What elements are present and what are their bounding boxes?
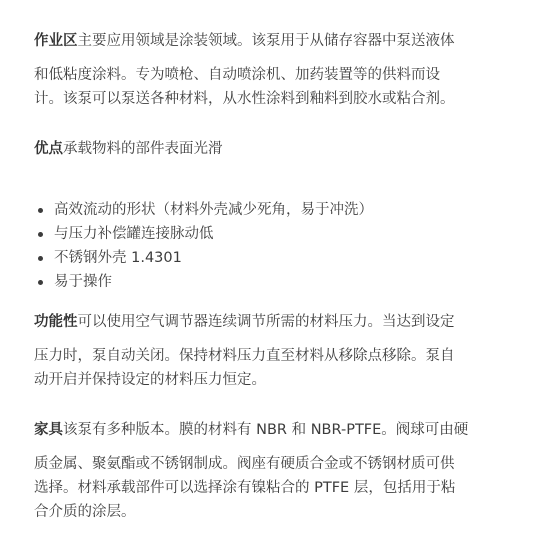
equipment-line-4: 合介质的涂层。 <box>34 504 136 520</box>
function-lead: 功能性 <box>34 314 78 330</box>
function-line-2: 压力时，泵自动关闭。保持材料压力直至材料从移除点移除。泵自 <box>34 348 455 364</box>
equipment-lead: 家具 <box>34 422 63 438</box>
advantages-text: 承载物料的部件表面光滑 <box>63 141 223 157</box>
usage-line-3: 计。该泵可以泵送各种材料，从水性涂料到釉料到胶水或粘合剂。 <box>34 91 455 107</box>
equipment-line-1: 该泵有多种版本。膜的材料有 NBR 和 NBR-PTFE。阀球可由硬 <box>63 422 469 438</box>
usage-line-2: 和低粘度涂料。专为喷枪、自动喷涂机、加药装置等的供料而设 <box>34 67 440 83</box>
usage-line-1: 主要应用领域是涂装领域。该泵用于从储存容器中泵送液体 <box>77 33 455 49</box>
list-item: 与压力补偿罐连接脉动低 <box>54 222 373 246</box>
list-item: 不锈钢外壳 1.4301 <box>54 246 373 270</box>
equipment-line-2: 质金属、聚氨酯或不锈钢制成。阀座有硬质合金或不锈钢材质可供 <box>34 456 455 472</box>
advantages-heading <box>34 137 504 161</box>
equipment-paragraph <box>34 418 504 524</box>
list-item: 易于操作 <box>54 270 373 294</box>
equipment-line-3: 选择。材料承载部件可以选择涂有镍粘合的 PTFE 层，包括用于粘 <box>34 480 456 496</box>
usage-paragraph <box>34 29 504 111</box>
function-line-3: 动开启并保持设定的材料压力恒定。 <box>34 372 266 388</box>
function-line-1: 可以使用空气调节器连续调节所需的材料压力。当达到设定 <box>77 314 455 330</box>
features-list <box>34 198 373 294</box>
list-item: 高效流动的形状（材料外壳减少死角，易于冲洗） <box>54 198 373 222</box>
usage-lead: 作业区 <box>34 33 78 49</box>
function-paragraph <box>34 310 504 392</box>
advantages-lead: 优点 <box>34 141 63 157</box>
